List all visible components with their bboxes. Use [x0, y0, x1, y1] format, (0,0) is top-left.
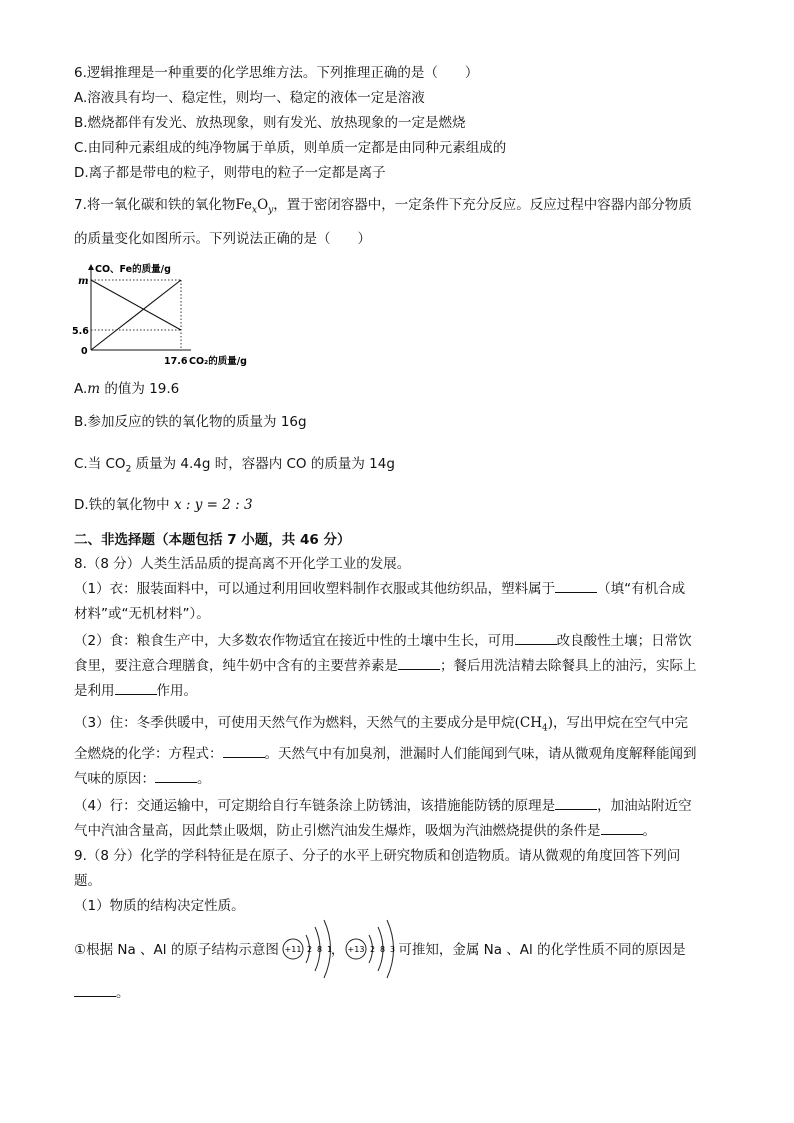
q7-stem-line2: 的质量变化如图所示。下列说法正确的是（ ）	[74, 231, 371, 247]
formula-sub-4: 4	[541, 723, 548, 734]
q8-p2-text6: 作用。	[156, 683, 197, 699]
q8-p4-text: （4）行：交通运输中，可定期给自行车链条涂上防锈油，该措施能防锈的原理是	[74, 798, 556, 814]
na-nucleus-label: +11	[284, 945, 302, 954]
q8-p4-text4: 。	[642, 823, 656, 839]
y-tick-0: 0	[81, 346, 88, 357]
q8-p2-text2: 改良酸性土壤；日常饮	[556, 633, 692, 649]
q8-part1	[74, 580, 685, 598]
y-tick-m: m	[78, 276, 89, 287]
series-line-2	[91, 280, 181, 350]
q7-option-b: B.参加反应的铁的氧化物的质量为 16g	[74, 414, 307, 430]
q9-sub1-answer-line	[74, 984, 130, 1002]
q8-p1-text2: （填“有机合成	[597, 581, 686, 597]
y-axis-label: CO、Fe的质量/g	[95, 264, 171, 275]
q7-option-c	[74, 455, 395, 479]
q7-d-ratio: x : y = 2 : 3	[173, 497, 253, 513]
q6-stem: 6.逻辑推理是一种重要的化学思维方法。下列推理正确的是（ ）	[74, 65, 479, 81]
answer-blank[interactable]	[555, 580, 597, 593]
q9-stem-line2: 题。	[74, 873, 101, 889]
q8-p3-text3: 全燃烧的化学：方程式：	[74, 746, 223, 762]
q8-part1-cont: 材料”或“无机材料”）。	[74, 606, 210, 622]
q7-a-variable: m	[87, 381, 101, 397]
q8-part3	[74, 714, 688, 738]
formula-o: O	[257, 197, 269, 213]
al-nucleus-label: +13	[347, 945, 365, 954]
q7-d-label: D.铁的氧化物中	[74, 497, 174, 513]
q8-part3-line3	[74, 770, 211, 788]
formula-ch: CH	[519, 715, 542, 731]
series-line-1	[91, 280, 181, 330]
q8-p2-text4: ；餐后用洗洁精去除餐具上的油污，实际上	[440, 658, 697, 674]
q8-part2	[74, 632, 692, 650]
al-shell-3-count: 3	[390, 945, 396, 954]
q9-part1: （1）物质的结构决定性质。	[74, 898, 245, 914]
na-shell-1-count: 2	[307, 945, 313, 954]
x-tick-17-6: 17.6	[164, 356, 188, 367]
answer-blank[interactable]	[601, 822, 643, 835]
answer-blank[interactable]	[115, 682, 157, 695]
q7-c-sub: 2	[125, 464, 132, 475]
q8-part4-line2	[74, 822, 656, 840]
q8-stem: 8.（8 分）人类生活品质的提高离不开化学工业的发展。	[74, 556, 411, 572]
q6-option-b: B.燃烧都伴有发光、放热现象，则有发光、放热现象的一定是燃烧	[74, 115, 466, 131]
q7-stem-part1: 7.将一氧化碳和铁的氧化物	[74, 197, 236, 213]
q7-a-label: A.	[74, 381, 88, 397]
q8-part4	[74, 797, 692, 815]
q8-part2-line2	[74, 657, 697, 675]
q9-sub1-text2: 可推知，金属 Na 、Al 的化学性质不同的原因是	[398, 942, 686, 958]
q8-p3-text2: ，写出甲烷在空气中完	[553, 715, 688, 731]
q9-sub1-text: ①根据 Na 、Al 的原子结构示意图	[74, 942, 279, 958]
q8-p3-text6: 。	[197, 771, 211, 787]
q7-c-text: 质量为 4.4g 时，容器内 CO 的质量为 14g	[131, 456, 395, 472]
al-shell-1-count: 2	[370, 945, 376, 954]
q8-p4-text2: ，加油站附近空	[597, 798, 692, 814]
q8-p4-text3: 气中汽油含量高，因此禁止吸烟，防止引燃汽油发生爆炸，吸烟为汽油燃烧提供的条件是	[74, 823, 601, 839]
q7-option-a	[74, 380, 179, 398]
q7-stem	[74, 196, 692, 220]
q8-part2-line3	[74, 682, 197, 700]
x-axis-label: CO₂的质量/g	[189, 356, 247, 367]
y-axis-arrow	[88, 264, 94, 270]
q6-option-c: C.由同种元素组成的纯净物属于单质，则单质一定都是由同种元素组成的	[74, 140, 507, 156]
answer-blank[interactable]	[555, 797, 597, 810]
ch4-formula: $(CH_4)$	[514, 715, 553, 734]
answer-blank[interactable]	[398, 657, 440, 670]
section-title: 二、非选择题（本题包括 7 小题，共 46 分）	[74, 532, 351, 548]
q8-p1-text: （1）衣：服装面料中，可以通过利用回收塑料制作衣服或其他纺织品，塑料属于	[74, 581, 556, 597]
q8-p3-text4: 。天然气中有加臭剂，泄漏时人们能闻到气味，请从微观角度解释能闻到	[264, 746, 697, 762]
q9-sub1-sep: ，	[330, 942, 345, 958]
fexoy-formula	[235, 197, 274, 216]
na-shell-2-count: 8	[317, 945, 323, 954]
q7-option-d	[74, 496, 253, 514]
q7-mass-chart	[74, 258, 254, 368]
q8-p3-text: （3）住：冬季供暖中，可使用天然气作为燃料，天然气的主要成分是甲烷	[74, 715, 515, 731]
q8-p2-text3: 食里，要注意合理膳食，纯牛奶中含有的主要营养素是	[74, 658, 398, 674]
q8-p2-text5: 是利用	[74, 683, 115, 699]
q9-sub1-end: 。	[116, 985, 130, 1001]
formula-fe: Fe	[235, 197, 253, 213]
na-atom-diagram	[282, 917, 342, 981]
q6-option-a: A.溶液具有均一、稳定性，则均一、稳定的液体一定是溶液	[74, 90, 425, 106]
q7-c-label: C.当 CO	[74, 456, 126, 472]
q9-stem: 9.（8 分）化学的学科特征是在原子、分子的水平上研究物质和创造物质。请从微观的角度回答下列问	[74, 848, 681, 864]
q7-a-text: 的值为 19.6	[100, 381, 180, 397]
q8-part3-line2	[74, 745, 697, 763]
al-shell-2-count: 8	[380, 945, 386, 954]
answer-blank[interactable]	[223, 745, 265, 758]
formula-sub-y: y	[268, 205, 274, 216]
answer-blank[interactable]	[515, 632, 557, 645]
q6-option-d: D.离子都是带电的粒子，则带电的粒子一定都是离子	[74, 165, 386, 181]
q8-p2-text: （2）食：粮食生产中，大多数农作物适宜在接近中性的土壤中生长，可用	[74, 633, 515, 649]
al-atom-diagram	[345, 917, 405, 981]
na-shell-3-count: 1	[327, 945, 333, 954]
answer-blank[interactable]	[74, 984, 116, 997]
q7-stem-part2: ，置于密闭容器中，一定条件下充分反应。反应过程中容器内部分物质	[273, 197, 692, 213]
y-tick-5-6: 5.6	[72, 326, 89, 337]
q8-p3-text5: 气味的原因：	[74, 771, 155, 787]
formula-sub-x: x	[252, 205, 258, 216]
answer-blank[interactable]	[155, 770, 197, 783]
